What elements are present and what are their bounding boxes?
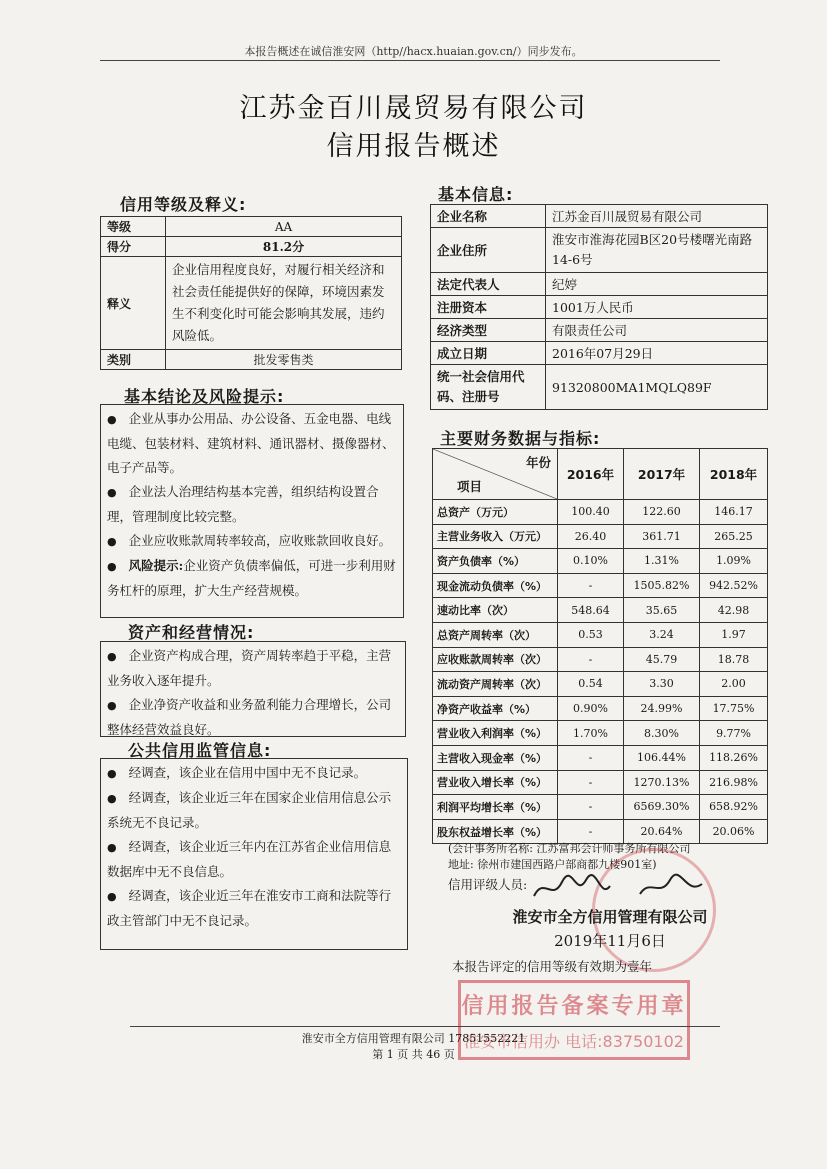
financials-row xyxy=(433,696,768,721)
header-note: 本报告概述在诚信淮安网（http//hacx.huaian.gov.cn/）同步发布。 xyxy=(244,45,583,58)
financials-row xyxy=(433,745,768,770)
financials-row xyxy=(433,647,768,672)
audit-address-note: 地址: 徐州市建国西路户部商都九楼901室) xyxy=(448,858,657,871)
metric-value: 942.52% xyxy=(700,573,768,598)
metric-value: 265.25 xyxy=(700,524,768,549)
corner-bottom-label: 项目 xyxy=(457,479,483,494)
category-row xyxy=(101,350,402,370)
metric-label: 流动资产周转率（次） xyxy=(433,672,558,697)
info-row: 注册资本 1001万人民币 xyxy=(431,296,768,319)
metric-value: - xyxy=(558,770,624,795)
info-row: 企业名称 江苏金百川晟贸易有限公司 xyxy=(431,205,768,228)
operation-item: ● 企业净资产收益和业务盈利能力合理增长，公司整体经营效益良好。 xyxy=(107,697,392,737)
company-title: 江苏金百川晟贸易有限公司 xyxy=(239,93,588,124)
footer-divider xyxy=(130,1026,720,1027)
year-header: 2016年 xyxy=(558,449,624,500)
info-row: 统一社会信用代码、注册号 91320800MA1MQLQ89F xyxy=(431,365,768,410)
metric-label: 利润平均增长率（%） xyxy=(433,795,558,820)
financials-row xyxy=(433,573,768,598)
score-row xyxy=(101,237,402,257)
conclusion-item: ● 企业应收账款周转率较高，应收账款回收良好。 xyxy=(107,533,392,548)
grade-value: AA xyxy=(166,217,402,237)
footer-page-number: 第 1 页 共 46 页 xyxy=(372,1048,455,1061)
metric-label: 速动比率（次） xyxy=(433,598,558,623)
metric-value: 2.00 xyxy=(700,672,768,697)
metric-value: 45.79 xyxy=(623,647,699,672)
metric-value: 3.30 xyxy=(623,672,699,697)
metric-value: 146.17 xyxy=(700,500,768,525)
explanation-label: 释义 xyxy=(101,257,166,350)
supervision-item: ● 经调查，该企业在信用中国中无不良记录。 xyxy=(107,765,367,780)
supervision-heading: 公共信用监管信息: xyxy=(128,741,272,760)
metric-value: 100.40 xyxy=(558,500,624,525)
metric-value: 17.75% xyxy=(700,696,768,721)
operations-heading: 资产和经营情况: xyxy=(128,623,255,642)
financials-header-row xyxy=(433,449,768,500)
metric-label: 净资产收益率（%） xyxy=(433,696,558,721)
supervision-item: ● 经调查，该企业近三年在国家企业信用信息公示系统无不良记录。 xyxy=(107,790,392,830)
metric-value: 0.54 xyxy=(558,672,624,697)
metric-value: 1.31% xyxy=(623,549,699,574)
metric-value: 8.30% xyxy=(623,721,699,746)
metric-value: 0.10% xyxy=(558,549,624,574)
financials-body xyxy=(433,500,768,844)
financials-row xyxy=(433,770,768,795)
issuer-name: 淮安市全方信用管理有限公司 xyxy=(512,908,708,926)
year-header: 2018年 xyxy=(700,449,768,500)
metric-value: 6569.30% xyxy=(623,795,699,820)
operation-item: ● 企业资产构成合理，资产周转率趋于平稳，主营业务收入逐年提升。 xyxy=(107,648,392,688)
score-label: 得分 xyxy=(101,237,166,257)
metric-label: 营业收入增长率（%） xyxy=(433,770,558,795)
metric-label: 营业收入利润率（%） xyxy=(433,721,558,746)
metric-value: - xyxy=(558,745,624,770)
year-header: 2017年 xyxy=(623,449,699,500)
corner-top-label: 年份 xyxy=(525,455,551,470)
metric-label: 现金流动负债率（%） xyxy=(433,573,558,598)
financials-row xyxy=(433,622,768,647)
metric-value: 548.64 xyxy=(558,598,624,623)
metric-label: 主营收入现金率（%） xyxy=(433,745,558,770)
score-value: 81.2分 xyxy=(166,237,402,257)
financials-row xyxy=(433,598,768,623)
financials-row xyxy=(433,549,768,574)
financials-row xyxy=(433,672,768,697)
financials-table xyxy=(432,448,768,844)
stamp-title: 信用报告备案专用章 xyxy=(461,994,687,1019)
metric-value: 18.78 xyxy=(700,647,768,672)
metric-value: 1270.13% xyxy=(623,770,699,795)
basic-info-heading: 基本信息: xyxy=(438,185,514,204)
metric-value: 361.71 xyxy=(623,524,699,549)
metric-value: 20.06% xyxy=(700,819,768,844)
metric-label: 主营业务收入（万元） xyxy=(433,524,558,549)
metric-label: 总资产（万元） xyxy=(433,500,558,525)
corner-cell xyxy=(433,449,558,500)
metric-value: 118.26% xyxy=(700,745,768,770)
stamp-subtitle: 淮安市信用办 电话:83750102 xyxy=(464,1032,684,1051)
metric-value: 20.64% xyxy=(623,819,699,844)
metric-value: 35.65 xyxy=(623,598,699,623)
metric-value: 0.53 xyxy=(558,622,624,647)
credit-grade-heading: 信用等级及释义: xyxy=(120,195,247,214)
metric-value: 1.97 xyxy=(700,622,768,647)
info-row: 法定代表人 纪婷 xyxy=(431,273,768,296)
metric-label: 总资产周转率（次） xyxy=(433,622,558,647)
metric-value: 3.24 xyxy=(623,622,699,647)
supervision-box xyxy=(100,758,408,950)
metric-value: 1.70% xyxy=(558,721,624,746)
explanation-row xyxy=(101,257,402,350)
metric-label: 股东权益增长率（%） xyxy=(433,819,558,844)
info-row: 成立日期 2016年07月29日 xyxy=(431,342,768,365)
metric-value: 1505.82% xyxy=(623,573,699,598)
financials-row xyxy=(433,721,768,746)
audit-firm-note: (会计事务所名称: 江苏富邦会计师事务所有限公司 xyxy=(448,842,691,855)
metric-value: - xyxy=(558,819,624,844)
metric-value: - xyxy=(558,647,624,672)
metric-label: 资产负债率（%） xyxy=(433,549,558,574)
metric-value: - xyxy=(558,795,624,820)
financials-row xyxy=(433,500,768,525)
financials-row xyxy=(433,795,768,820)
validity-note: 本报告评定的信用等级有效期为壹年 xyxy=(452,959,653,974)
conclusion-item: ● 企业从事办公用品、办公设备、五金电器、电线电缆、包装材料、建筑材料、通讯器材、摄像器材、电子产品等。 xyxy=(107,411,395,475)
metric-value: - xyxy=(558,573,624,598)
credit-grade-table xyxy=(100,216,402,370)
metric-value: 42.98 xyxy=(700,598,768,623)
conclusions-box xyxy=(100,404,404,618)
basic-info-table xyxy=(430,204,768,410)
metric-label: 应收账款周转率（次） xyxy=(433,647,558,672)
supervision-item: ● 经调查，该企业近三年在淮安市工商和法院等行政主管部门中无不良记录。 xyxy=(107,888,392,928)
signature-icon xyxy=(530,868,710,908)
issue-date: 2019年11月6日 xyxy=(554,932,666,950)
explanation-value: 企业信用程度良好，对履行相关经济和社会责任能提供好的保障，环境因素发生不利变化时可能会影响其发展，违约风险低。 xyxy=(166,257,402,350)
metric-value: 658.92% xyxy=(700,795,768,820)
footer-company: 淮安市全方信用管理有限公司 17851552221 xyxy=(301,1032,526,1045)
metric-value: 0.90% xyxy=(558,696,624,721)
header-divider xyxy=(100,60,720,61)
info-row: 经济类型 有限责任公司 xyxy=(431,319,768,342)
conclusion-item: ● 企业法人治理结构基本完善，组织结构设置合理，管理制度比较完整。 xyxy=(107,484,379,524)
metric-value: 1.09% xyxy=(700,549,768,574)
metric-value: 26.40 xyxy=(558,524,624,549)
category-label: 类别 xyxy=(101,350,166,370)
metric-value: 9.77% xyxy=(700,721,768,746)
financials-heading: 主要财务数据与指标: xyxy=(440,429,601,448)
category-value: 批发零售类 xyxy=(166,350,402,370)
metric-value: 122.60 xyxy=(623,500,699,525)
info-row: 企业住所 淮安市淮海花园B区20号楼曙光南路14-6号 xyxy=(431,228,768,273)
conclusions-heading: 基本结论及风险提示: xyxy=(124,387,285,406)
supervision-item: ● 经调查，该企业近三年内在江苏省企业信用信息数据库中无不良信息。 xyxy=(107,839,392,879)
risk-item: ● 风险提示:企业资产负债率偏低，可进一步利用财务杠杆的原理，扩大生产经营规模。 xyxy=(107,558,396,598)
metric-value: 216.98% xyxy=(700,770,768,795)
metric-value: 24.99% xyxy=(623,696,699,721)
report-title: 信用报告概述 xyxy=(326,131,501,162)
operations-box xyxy=(100,641,406,737)
financials-row xyxy=(433,524,768,549)
grade-row xyxy=(101,217,402,237)
grade-label: 等级 xyxy=(101,217,166,237)
metric-value: 106.44% xyxy=(623,745,699,770)
rater-label: 信用评级人员: xyxy=(448,877,528,892)
risk-lead: 风险提示: xyxy=(128,558,184,573)
